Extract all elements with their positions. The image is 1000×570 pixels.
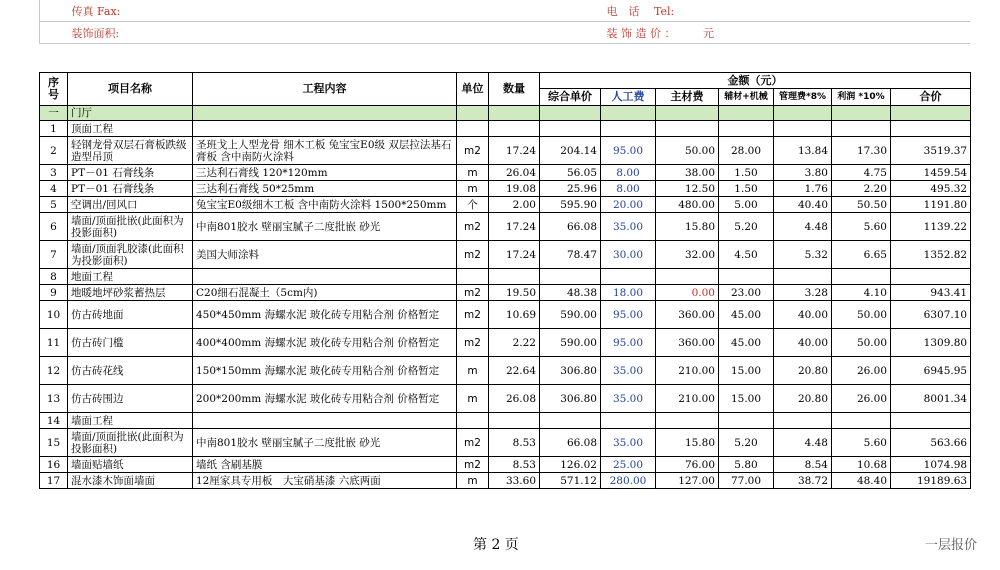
row-qty: 10.69 (489, 301, 540, 329)
empty-cell (193, 121, 457, 137)
empty-cell (774, 106, 832, 121)
empty-cell (891, 413, 971, 429)
row-unit-price: 306.80 (540, 385, 601, 413)
row-seq: 16 (40, 457, 68, 473)
row-profit: 5.60 (832, 429, 891, 457)
row-labor: 18.00 (601, 285, 656, 301)
row-seq: 15 (40, 429, 68, 457)
row-seq: 14 (40, 413, 68, 429)
header-profit: 利润 *10% (832, 89, 891, 106)
row-profit: 50.50 (832, 197, 891, 213)
empty-cell (540, 121, 601, 137)
row-management: 1.76 (774, 181, 832, 197)
row-aux-machine: 45.00 (719, 329, 774, 357)
row-management: 40.00 (774, 301, 832, 329)
row-unit-price: 66.08 (540, 429, 601, 457)
row-management: 4.48 (774, 429, 832, 457)
row-name: 墙面工程 (68, 413, 193, 429)
row-seq: 1 (40, 121, 68, 137)
row-aux-machine: 28.00 (719, 137, 774, 165)
empty-cell (489, 413, 540, 429)
row-unit: m (457, 357, 489, 385)
row-aux-machine: 4.50 (719, 241, 774, 269)
row-name: PT－01 石膏线条 (68, 181, 193, 197)
row-unit: m2 (457, 285, 489, 301)
row-unit: m2 (457, 457, 489, 473)
row-content: 三达利石膏线 120*120mm (193, 165, 457, 181)
table-row (40, 285, 971, 301)
empty-cell (457, 106, 489, 121)
empty-cell (774, 121, 832, 137)
row-name: 仿古砖地面 (68, 301, 193, 329)
row-unit: m (457, 165, 489, 181)
row-main-material: 0.00 (656, 285, 719, 301)
row-unit-price: 66.08 (540, 213, 601, 241)
row-qty: 19.50 (489, 285, 540, 301)
row-content: 中南801胶水 壁丽宝腻子二度批嵌 砂光 (193, 429, 457, 457)
empty-cell (193, 413, 457, 429)
row-unit: m (457, 385, 489, 413)
row-profit: 4.10 (832, 285, 891, 301)
empty-cell (832, 269, 891, 285)
area-label: 装饰面积: (68, 22, 603, 44)
row-total: 1309.80 (891, 329, 971, 357)
row-qty: 2.22 (489, 329, 540, 357)
row-name: PT－01 石膏线条 (68, 165, 193, 181)
row-content: 圣班戈上人型龙骨 细木工板 兔宝宝E0级 双层拉法基石膏板 含中南防火涂料 (193, 137, 457, 165)
empty-cell (774, 413, 832, 429)
row-labor: 20.00 (601, 197, 656, 213)
header-qty: 数量 (489, 73, 540, 106)
row-aux-machine: 5.80 (719, 457, 774, 473)
row-management: 13.84 (774, 137, 832, 165)
row-labor: 95.00 (601, 137, 656, 165)
header-content: 工程内容 (193, 73, 457, 106)
empty-cell (891, 121, 971, 137)
empty-cell (601, 121, 656, 137)
row-total: 1191.80 (891, 197, 971, 213)
row-labor: 8.00 (601, 165, 656, 181)
row-unit-price: 306.80 (540, 357, 601, 385)
table-row (40, 106, 971, 121)
empty-cell (719, 269, 774, 285)
row-labor: 35.00 (601, 213, 656, 241)
row-aux-machine: 77.00 (719, 473, 774, 489)
row-unit-price: 571.12 (540, 473, 601, 489)
row-qty: 22.64 (489, 357, 540, 385)
row-aux-machine: 5.00 (719, 197, 774, 213)
header-labor: 人工费 (601, 89, 656, 106)
row-name: 墙面/顶面批嵌(此面积为投影面积) (68, 429, 193, 457)
row-main-material: 38.00 (656, 165, 719, 181)
row-management: 40.40 (774, 197, 832, 213)
row-main-material: 127.00 (656, 473, 719, 489)
row-management: 4.48 (774, 213, 832, 241)
row-profit: 2.20 (832, 181, 891, 197)
quote-table (39, 72, 971, 489)
header-unit: 单位 (457, 73, 489, 106)
row-seq: 17 (40, 473, 68, 489)
row-labor: 95.00 (601, 329, 656, 357)
row-content: 兔宝宝E0级细木工板 含中南防火涂料 1500*250mm (193, 197, 457, 213)
table-row (40, 121, 971, 137)
row-unit: m2 (457, 329, 489, 357)
row-unit: m (457, 181, 489, 197)
empty-cell (601, 269, 656, 285)
row-total: 3519.37 (891, 137, 971, 165)
row-unit: m2 (457, 301, 489, 329)
row-profit: 48.40 (832, 473, 891, 489)
row-labor: 30.00 (601, 241, 656, 269)
empty-cell (832, 106, 891, 121)
table-row (40, 213, 971, 241)
row-unit-price: 595.90 (540, 197, 601, 213)
row-content: 450*450mm 海螺水泥 玻化砖专用粘合剂 价格暂定 (193, 301, 457, 329)
row-qty: 17.24 (489, 241, 540, 269)
empty-cell (656, 269, 719, 285)
header-aux-machine: 辅材+机械 (719, 89, 774, 106)
row-main-material: 360.00 (656, 301, 719, 329)
row-qty: 19.08 (489, 181, 540, 197)
table-row (40, 413, 971, 429)
row-total: 6945.95 (891, 357, 971, 385)
row-profit: 17.30 (832, 137, 891, 165)
row-management: 8.54 (774, 457, 832, 473)
row-name: 顶面工程 (68, 121, 193, 137)
row-name: 仿古砖花线 (68, 357, 193, 385)
row-total: 563.66 (891, 429, 971, 457)
row-profit: 5.60 (832, 213, 891, 241)
row-name: 墙面/顶面乳胶漆(此面积为投影面积) (68, 241, 193, 269)
row-profit: 6.65 (832, 241, 891, 269)
empty-cell (719, 413, 774, 429)
table-row (40, 473, 971, 489)
row-content: 200*200mm 海螺水泥 玻化砖专用粘合剂 价格暂定 (193, 385, 457, 413)
row-main-material: 76.00 (656, 457, 719, 473)
fax-label: 传真 Fax: (68, 0, 603, 22)
row-main-material: 210.00 (656, 385, 719, 413)
row-unit-price: 48.38 (540, 285, 601, 301)
table-row (40, 301, 971, 329)
row-seq: 4 (40, 181, 68, 197)
header-main-material: 主材费 (656, 89, 719, 106)
row-seq: 13 (40, 385, 68, 413)
row-management: 20.80 (774, 357, 832, 385)
row-qty: 17.24 (489, 213, 540, 241)
row-unit: m2 (457, 241, 489, 269)
row-aux-machine: 5.20 (719, 429, 774, 457)
empty-cell (719, 121, 774, 137)
row-content: 美国大师涂料 (193, 241, 457, 269)
empty-cell (540, 413, 601, 429)
row-unit-price: 25.96 (540, 181, 601, 197)
empty-cell (774, 269, 832, 285)
row-total: 8001.34 (891, 385, 971, 413)
row-aux-machine: 15.00 (719, 385, 774, 413)
row-qty: 17.24 (489, 137, 540, 165)
row-unit: 个 (457, 197, 489, 213)
table-row (40, 241, 971, 269)
empty-cell (489, 269, 540, 285)
row-main-material: 15.80 (656, 213, 719, 241)
empty-cell (540, 106, 601, 121)
header-amount: 金额（元） (540, 73, 971, 89)
row-unit-price: 590.00 (540, 329, 601, 357)
row-total: 1139.22 (891, 213, 971, 241)
empty-cell (457, 413, 489, 429)
row-profit: 50.00 (832, 301, 891, 329)
empty-cell (832, 413, 891, 429)
row-seq: 7 (40, 241, 68, 269)
row-profit: 4.75 (832, 165, 891, 181)
row-main-material: 360.00 (656, 329, 719, 357)
row-content: 12厘家具专用板 大宝硝基漆 六底两面 (193, 473, 457, 489)
empty-cell (489, 106, 540, 121)
row-unit: m2 (457, 429, 489, 457)
header-name: 项目名称 (68, 73, 193, 106)
empty-cell (540, 269, 601, 285)
row-name: 地面工程 (68, 269, 193, 285)
row-main-material: 15.80 (656, 429, 719, 457)
row-name: 混水漆木饰面墙面 (68, 473, 193, 489)
empty-cell (601, 106, 656, 121)
empty-cell (832, 121, 891, 137)
row-content: 150*150mm 海螺水泥 玻化砖专用粘合剂 价格暂定 (193, 357, 457, 385)
row-total: 1352.82 (891, 241, 971, 269)
row-profit: 10.68 (832, 457, 891, 473)
empty-cell (719, 106, 774, 121)
row-content: 三达利石膏线 50*25mm (193, 181, 457, 197)
row-management: 3.80 (774, 165, 832, 181)
row-content: 400*400mm 海螺水泥 玻化砖专用粘合剂 价格暂定 (193, 329, 457, 357)
table-row (40, 269, 971, 285)
row-seq: 10 (40, 301, 68, 329)
empty-cell (601, 413, 656, 429)
empty-cell (891, 269, 971, 285)
row-management: 3.28 (774, 285, 832, 301)
row-content: 墙纸 含刷基膜 (193, 457, 457, 473)
row-name: 仿古砖门槛 (68, 329, 193, 357)
empty-cell (457, 121, 489, 137)
row-total: 1459.54 (891, 165, 971, 181)
row-seq: 8 (40, 269, 68, 285)
row-seq: 12 (40, 357, 68, 385)
table-row (40, 457, 971, 473)
row-seq: 5 (40, 197, 68, 213)
row-total: 495.32 (891, 181, 971, 197)
row-qty: 8.53 (489, 457, 540, 473)
row-management: 40.00 (774, 329, 832, 357)
row-labor: 95.00 (601, 301, 656, 329)
row-management: 20.80 (774, 385, 832, 413)
table-row (40, 197, 971, 213)
row-seq: 11 (40, 329, 68, 357)
row-name: 仿古砖围边 (68, 385, 193, 413)
row-unit-price: 204.14 (540, 137, 601, 165)
row-labor: 35.00 (601, 385, 656, 413)
empty-cell (656, 413, 719, 429)
row-main-material: 210.00 (656, 357, 719, 385)
row-labor: 280.00 (601, 473, 656, 489)
row-seq: 一 (40, 106, 68, 121)
cost-label: 装 饰 造 价 ： 元 (603, 22, 971, 44)
empty-cell (656, 106, 719, 121)
row-content: C20细石混凝土（5cm内) (193, 285, 457, 301)
row-total: 943.41 (891, 285, 971, 301)
row-name: 门厅 (68, 106, 193, 121)
header-unit-price: 综合单价 (540, 89, 601, 106)
row-labor: 8.00 (601, 181, 656, 197)
row-seq: 2 (40, 137, 68, 165)
page-number: 第 2 页 (473, 537, 519, 553)
row-aux-machine: 15.00 (719, 357, 774, 385)
row-profit: 26.00 (832, 385, 891, 413)
table-row (40, 165, 971, 181)
row-management: 5.32 (774, 241, 832, 269)
row-main-material: 50.00 (656, 137, 719, 165)
table-row (40, 137, 971, 165)
row-name: 轻钢龙骨双层石膏板跌级造型吊顶 (68, 137, 193, 165)
row-aux-machine: 1.50 (719, 165, 774, 181)
row-seq: 6 (40, 213, 68, 241)
header-total: 合价 (891, 89, 971, 106)
row-aux-machine: 45.00 (719, 301, 774, 329)
row-management: 38.72 (774, 473, 832, 489)
row-name: 墙面/顶面批嵌(此面积为投影面积) (68, 213, 193, 241)
table-row (40, 429, 971, 457)
info-block (39, 0, 970, 44)
row-qty: 8.53 (489, 429, 540, 457)
row-labor: 35.00 (601, 429, 656, 457)
row-seq: 3 (40, 165, 68, 181)
row-total: 1074.98 (891, 457, 971, 473)
row-unit-price: 56.05 (540, 165, 601, 181)
row-aux-machine: 23.00 (719, 285, 774, 301)
table-row (40, 357, 971, 385)
row-profit: 26.00 (832, 357, 891, 385)
row-main-material: 480.00 (656, 197, 719, 213)
row-main-material: 12.50 (656, 181, 719, 197)
row-name: 地暖地坪砂浆蓄热层 (68, 285, 193, 301)
empty-cell (891, 106, 971, 121)
table-row (40, 329, 971, 357)
row-qty: 33.60 (489, 473, 540, 489)
empty-cell (656, 121, 719, 137)
header-management: 管理费*8% (774, 89, 832, 106)
row-unit: m2 (457, 137, 489, 165)
row-total: 6307.10 (891, 301, 971, 329)
row-aux-machine: 5.20 (719, 213, 774, 241)
row-main-material: 32.00 (656, 241, 719, 269)
row-unit: m2 (457, 213, 489, 241)
row-labor: 25.00 (601, 457, 656, 473)
empty-cell (193, 269, 457, 285)
row-unit: m (457, 473, 489, 489)
footer-label: 一层报价 (925, 538, 978, 553)
empty-cell (457, 269, 489, 285)
row-name: 墙面贴墙纸 (68, 457, 193, 473)
table-row (40, 385, 971, 413)
row-content: 中南801胶水 壁丽宝腻子二度批嵌 砂光 (193, 213, 457, 241)
row-unit-price: 78.47 (540, 241, 601, 269)
row-labor: 35.00 (601, 357, 656, 385)
tel-label: 电 话 Tel: (603, 0, 971, 22)
row-unit-price: 590.00 (540, 301, 601, 329)
table-row (40, 181, 971, 197)
row-qty: 26.08 (489, 385, 540, 413)
row-seq: 9 (40, 285, 68, 301)
row-name: 空调出/回风口 (68, 197, 193, 213)
row-total: 19189.63 (891, 473, 971, 489)
header-seq: 序号 (40, 73, 68, 106)
empty-cell (489, 121, 540, 137)
table-body (40, 106, 971, 489)
row-qty: 2.00 (489, 197, 540, 213)
row-aux-machine: 1.50 (719, 181, 774, 197)
row-profit: 50.00 (832, 329, 891, 357)
row-qty: 26.04 (489, 165, 540, 181)
row-unit-price: 126.02 (540, 457, 601, 473)
empty-cell (193, 106, 457, 121)
